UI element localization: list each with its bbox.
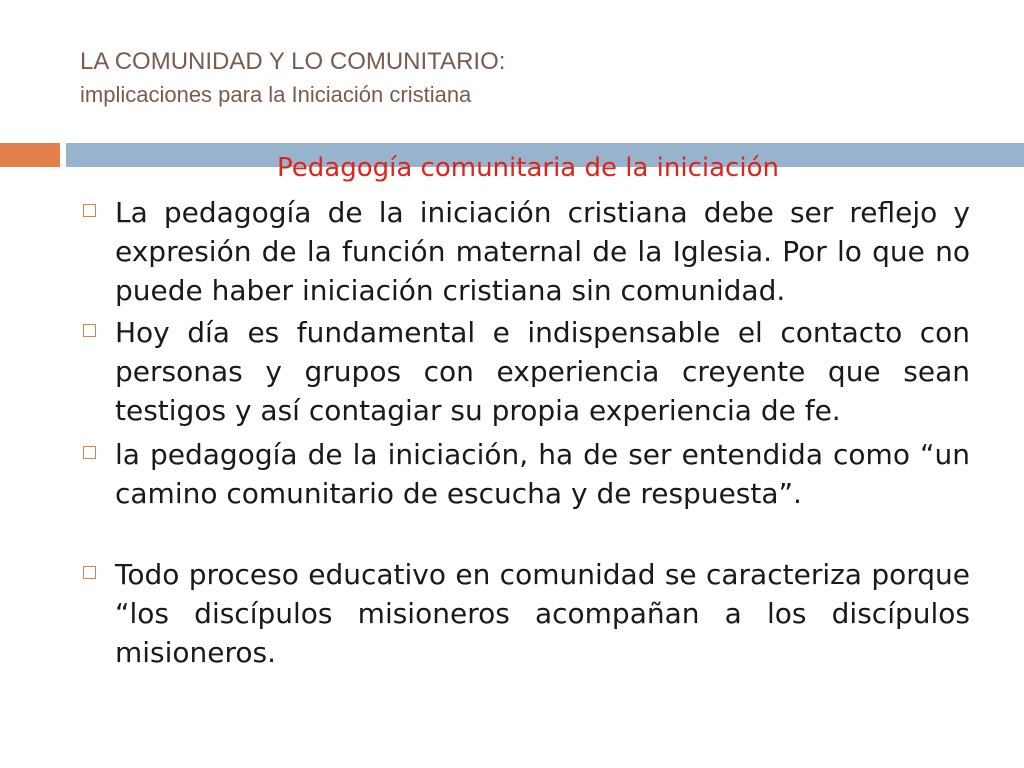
bullet-item (83, 193, 970, 310)
hollow-square-icon (83, 324, 96, 337)
title-main: LA COMUNIDAD Y LO COMUNITARIO: (80, 48, 506, 75)
bullet-text: Hoy día es fundamental e indispensable el contacto con personas y grupos con experiencia creyente que sean testigos y así contagiar su propia experiencia de fe. (115, 316, 970, 427)
bullet-text: la pedagogía de la iniciación, ha de ser entendida como “un camino comunitario de escucha y de respuesta”. (115, 438, 970, 510)
bullet-item (83, 435, 970, 513)
hollow-square-icon (83, 204, 96, 217)
hollow-square-icon (83, 446, 96, 459)
title-subline: implicaciones para la Iniciación cristiana (80, 82, 472, 107)
bullet-text: Todo proceso educativo en comunidad se caracteriza porque “los discípulos misioneros acompañan a los discípulos misioneros. (115, 558, 970, 669)
bullet-item (83, 555, 970, 672)
hollow-square-icon (83, 566, 96, 579)
bullet-text: La pedagogía de la iniciación cristiana debe ser reflejo y expresión de la función maternal de la Iglesia. Por lo que no puede haber iniciación cristiana sin comunidad. (115, 196, 970, 307)
slide-title (80, 46, 980, 112)
section-subtitle: Pedagogía comunitaria de la iniciación (277, 153, 779, 183)
bullet-item (83, 313, 970, 430)
